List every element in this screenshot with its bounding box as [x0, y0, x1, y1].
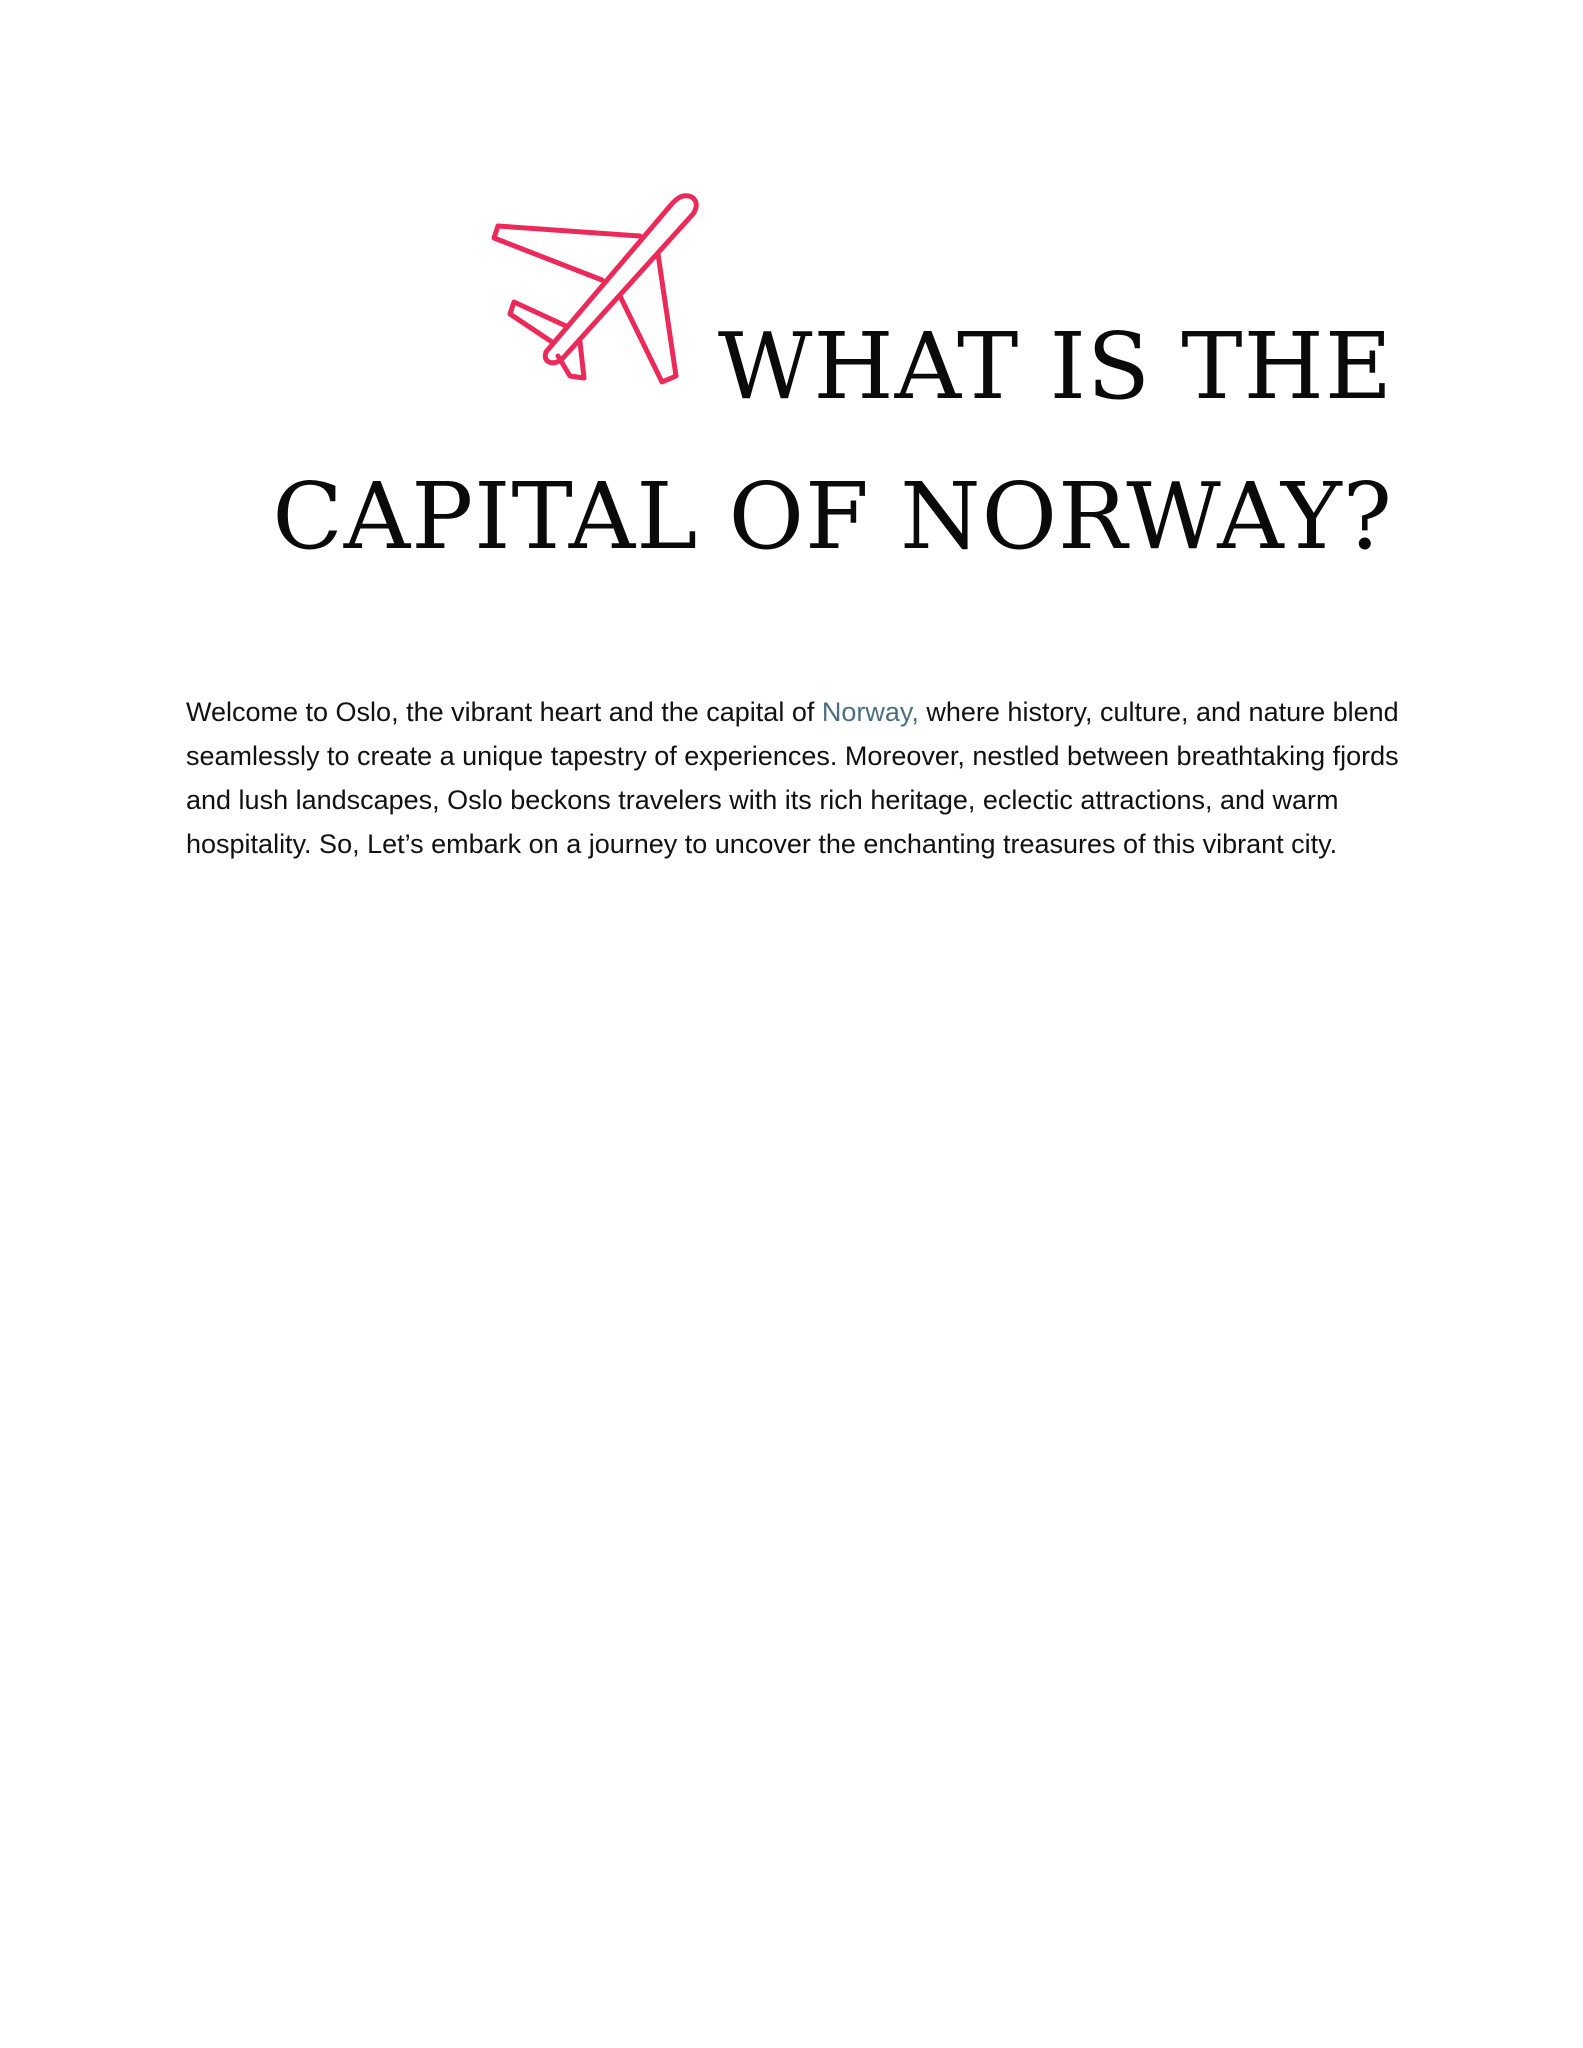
page-title — [272, 292, 1393, 592]
intro-text-start: Welcome to Oslo, the vibrant heart and the capital of — [186, 697, 822, 727]
norway-link[interactable]: Norway, — [821, 697, 919, 727]
intro-paragraph — [186, 690, 1426, 866]
intro-text-end: where history, culture, and nature blend seamlessly to create a unique tapestry of experiences. Moreover, nestled between breathtaking fjords and lush landscapes, Oslo beckons travelers with its rich heritage, eclectic attractions, and warm hospitality. So, Let’s embark on a journey to uncover the enchanting treasures of this vibrant city. — [186, 697, 1399, 859]
title-line-1: WHAT IS THE — [717, 313, 1393, 420]
title-line-2: CAPITAL OF NORWAY? — [272, 463, 1393, 570]
